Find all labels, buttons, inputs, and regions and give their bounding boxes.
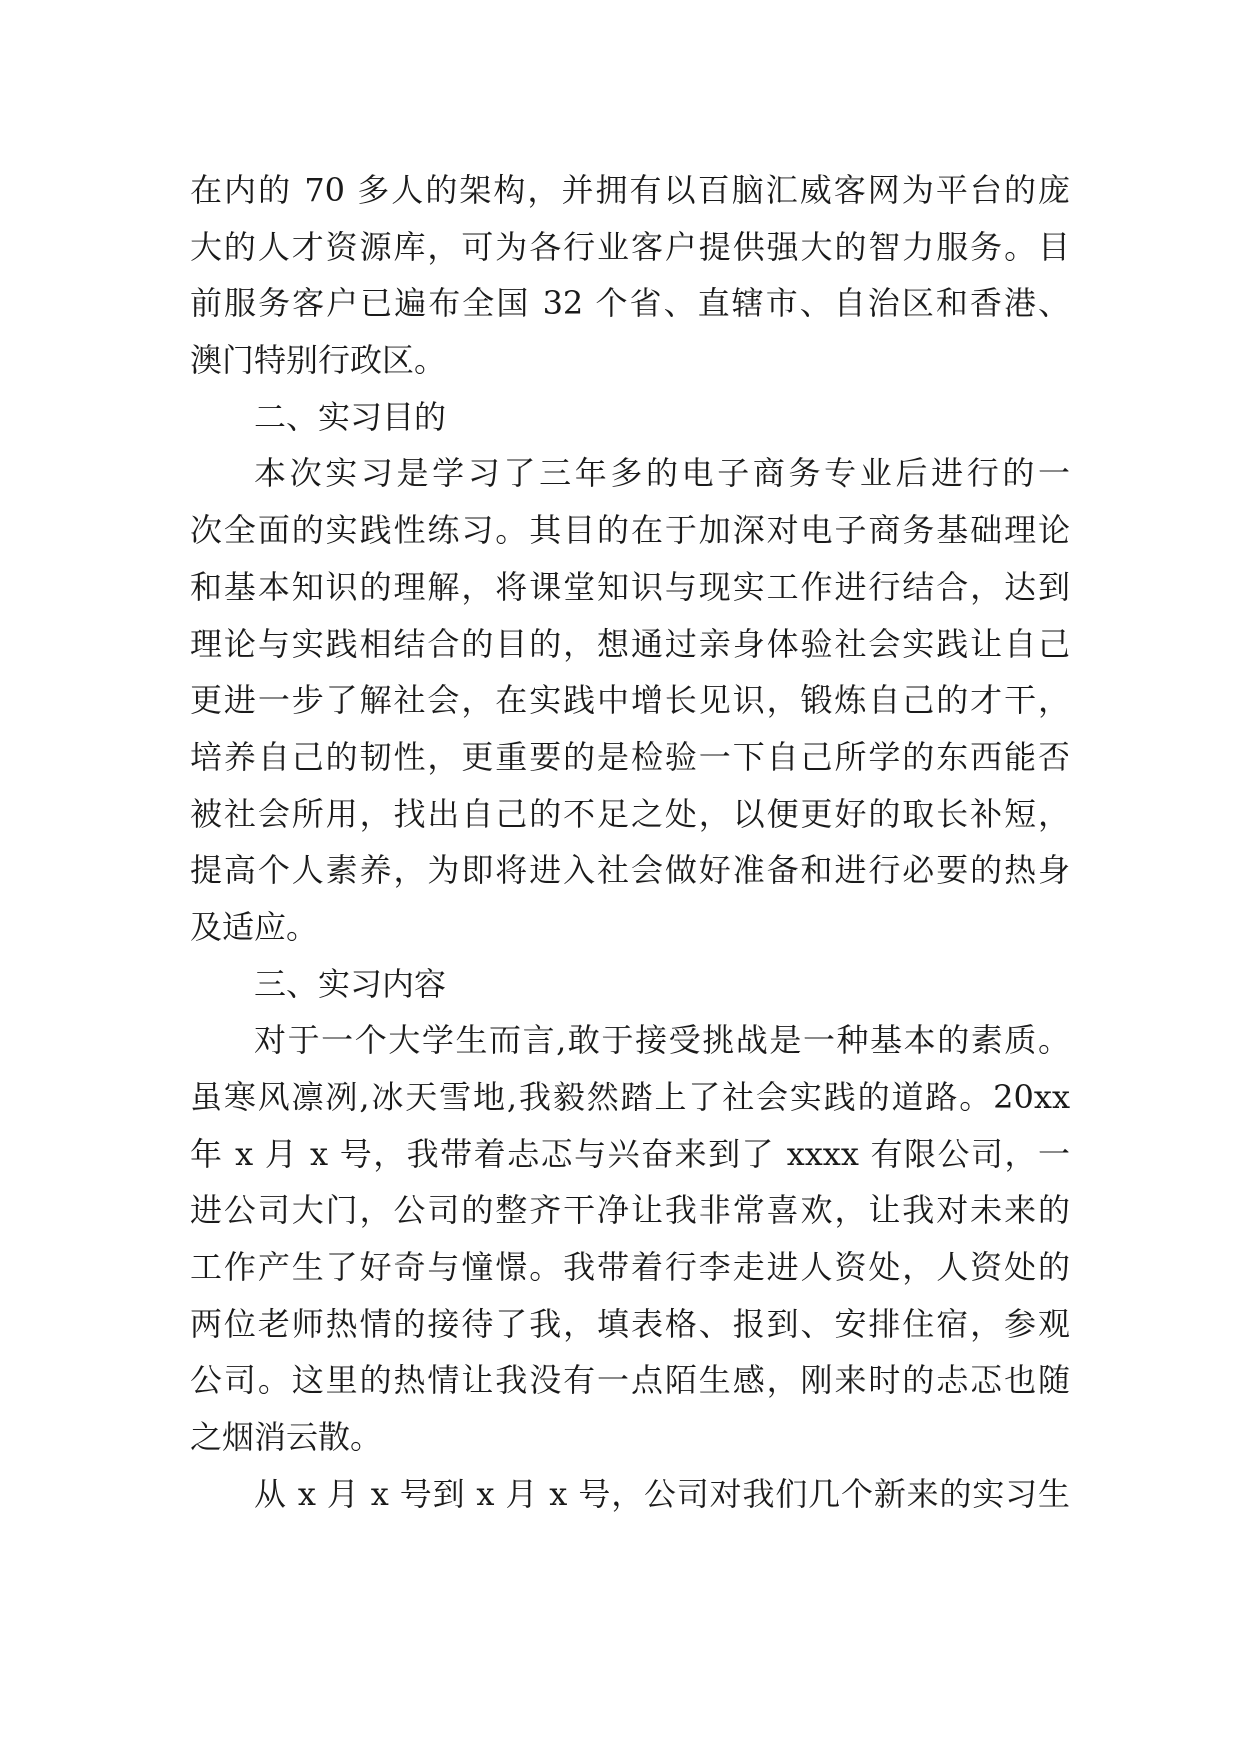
paragraph-line: 大的人才资源库，可为各行业客户提供强大的智力服务。目 — [190, 227, 1070, 266]
paragraph-line: 之烟消云散。 — [190, 1418, 383, 1457]
paragraph-line: 虽寒风凛冽,冰天雪地,我毅然踏上了社会实践的道路。20xx — [190, 1078, 1070, 1116]
section-heading-purpose: 二、实习目的 — [254, 397, 447, 436]
paragraph-line: 在内的 70 多人的架构，并拥有以百脑汇威客网为平台的庞 — [190, 171, 1070, 209]
paragraph-line: 澳门特别行政区。 — [190, 341, 447, 380]
body-text — [190, 162, 1070, 1523]
paragraph-line: 提高个人素养，为即将进入社会做好准备和进行必要的热身 — [190, 851, 1070, 890]
paragraph-line: 两位老师热情的接待了我，填表格、报到、安排住宿，参观 — [190, 1304, 1070, 1343]
paragraph-line: 培养自己的韧性，更重要的是检验一下自己所学的东西能否 — [190, 737, 1070, 776]
paragraph-line: 更进一步了解社会，在实践中增长见识，锻炼自己的才干， — [190, 681, 1070, 720]
paragraph-line: 前服务客户已遍布全国 32 个省、直辖市、自治区和香港、 — [190, 284, 1070, 323]
paragraph-line: 次全面的实践性练习。其目的在于加深对电子商务基础理论 — [190, 511, 1070, 550]
paragraph-line: 对于一个大学生而言,敢于接受挑战是一种基本的素质。 — [254, 1021, 1070, 1060]
paragraph-line: 工作产生了好奇与憧憬。我带着行李走进人资处，人资处的 — [190, 1248, 1070, 1287]
paragraph-line: 被社会所用，找出自己的不足之处，以便更好的取长补短， — [190, 794, 1070, 833]
paragraph-line: 和基本知识的理解，将课堂知识与现实工作进行结合，达到 — [190, 567, 1070, 606]
paragraph-line: 公司。这里的热情让我没有一点陌生感，刚来时的忐忑也随 — [190, 1361, 1070, 1400]
paragraph-line: 从 x 月 x 号到 x 月 x 号，公司对我们几个新来的实习生 — [254, 1474, 1070, 1513]
paragraph-line: 年 x 月 x 号，我带着忐忑与兴奋来到了 xxxx 有限公司，一 — [190, 1134, 1070, 1173]
paragraph-line: 及适应。 — [190, 907, 319, 946]
paragraph-line: 进公司大门，公司的整齐干净让我非常喜欢，让我对未来的 — [190, 1191, 1070, 1230]
paragraph-line: 理论与实践相结合的目的，想通过亲身体验社会实践让自己 — [190, 624, 1070, 663]
section-heading-content: 三、实习内容 — [254, 964, 447, 1003]
paragraph-line: 本次实习是学习了三年多的电子商务专业后进行的一 — [254, 454, 1070, 493]
